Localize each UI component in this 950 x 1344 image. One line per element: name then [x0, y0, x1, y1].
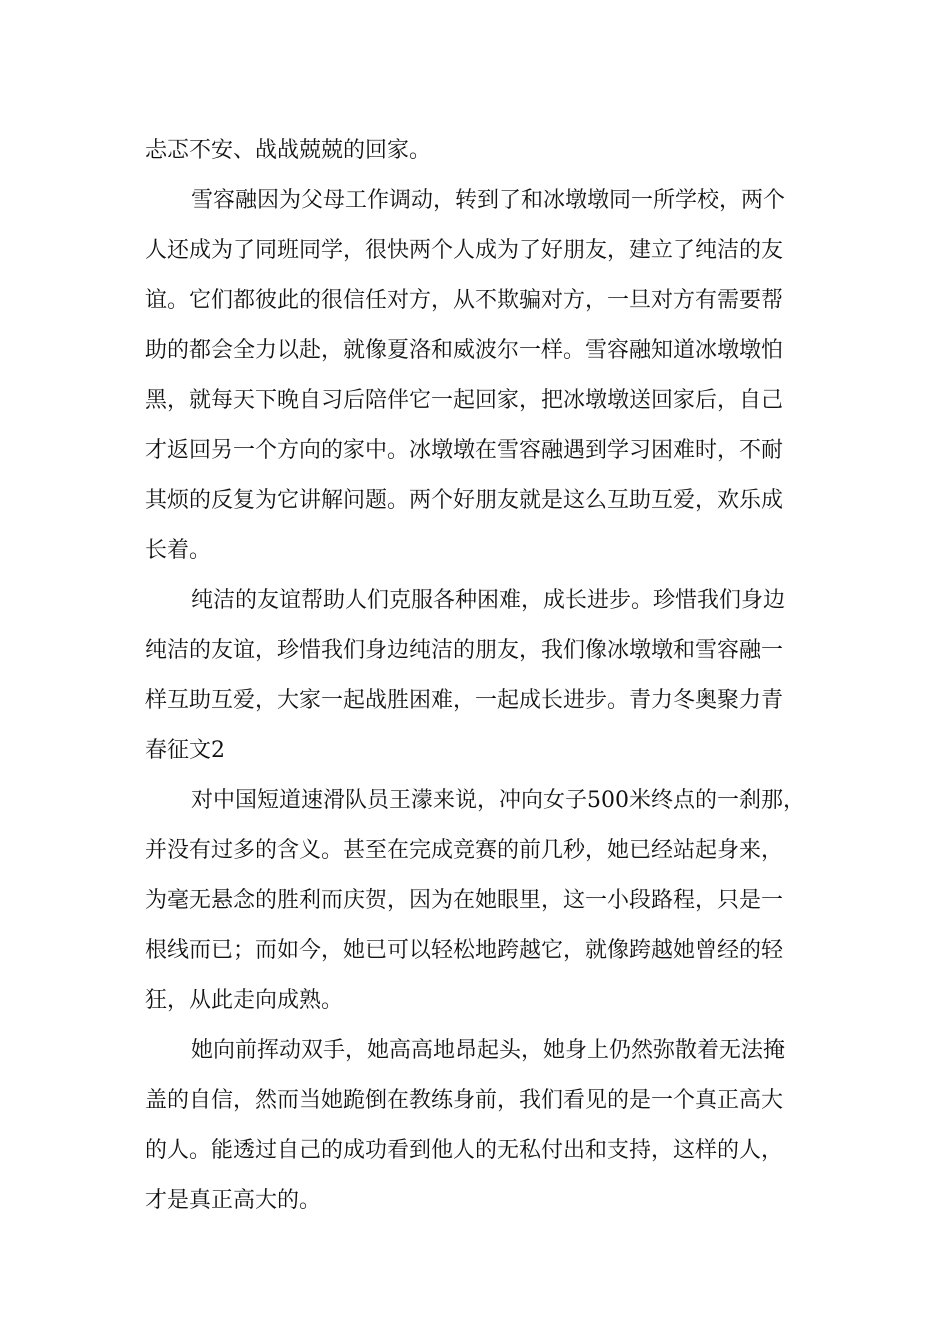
text-line: 狂，从此走向成熟。	[145, 988, 344, 1013]
text-line: 样互助互爱，大家一起战胜困难，一起成长进步。青力冬奥聚力青	[145, 688, 784, 713]
text-line: 助的都会全力以赴，就像夏洛和威波尔一样。雪容融知道冰墩墩怕	[145, 338, 784, 363]
text-line: 黑，就每天下晚自习后陪伴它一起回家，把冰墩墩送回家后，自己	[145, 388, 784, 413]
text-line: 纯洁的友谊帮助人们克服各种困难，成长进步。珍惜我们身边	[191, 588, 786, 613]
text-line: 才是真正高大的。	[145, 1188, 322, 1213]
text-line: 为毫无悬念的胜利而庆贺，因为在她眼里，这一小段路程，只是一	[145, 888, 784, 913]
text-line: 才返回另一个方向的家中。冰墩墩在雪容融遇到学习困难时，不耐	[145, 438, 784, 463]
document-body	[145, 126, 813, 1226]
text-line: 对中国短道速滑队员王濛来说，冲向女子500米终点的一刹那，	[191, 788, 805, 813]
text-line: 长着。	[145, 538, 212, 563]
text-line: 春征文2	[145, 738, 225, 763]
text-line: 人还成为了同班同学，很快两个人成为了好朋友，建立了纯洁的友	[145, 238, 784, 263]
text-line: 忐忑不安、战战兢兢的回家。	[145, 138, 432, 163]
text-line: 其烦的反复为它讲解问题。两个好朋友就是这么互助互爱，欢乐成	[145, 488, 784, 513]
text-line: 并没有过多的含义。甚至在完成竞赛的前几秒，她已经站起身来，	[145, 838, 784, 863]
text-line: 雪容融因为父母工作调动，转到了和冰墩墩同一所学校，两个	[191, 188, 786, 213]
text-line: 谊。它们都彼此的很信任对方，从不欺骗对方，一旦对方有需要帮	[145, 288, 784, 313]
text-line: 根线而已；而如今，她已可以轻松地跨越它，就像跨越她曾经的轻	[145, 938, 784, 963]
text-line: 她向前挥动双手，她高高地昂起头，她身上仍然弥散着无法掩	[191, 1038, 786, 1063]
text-line: 纯洁的友谊，珍惜我们身边纯洁的朋友，我们像冰墩墩和雪容融一	[145, 638, 784, 663]
text-line: 的人。能透过自己的成功看到他人的无私付出和支持，这样的人，	[145, 1138, 784, 1163]
text-line: 盖的自信，然而当她跪倒在教练身前，我们看见的是一个真正高大	[145, 1088, 784, 1113]
